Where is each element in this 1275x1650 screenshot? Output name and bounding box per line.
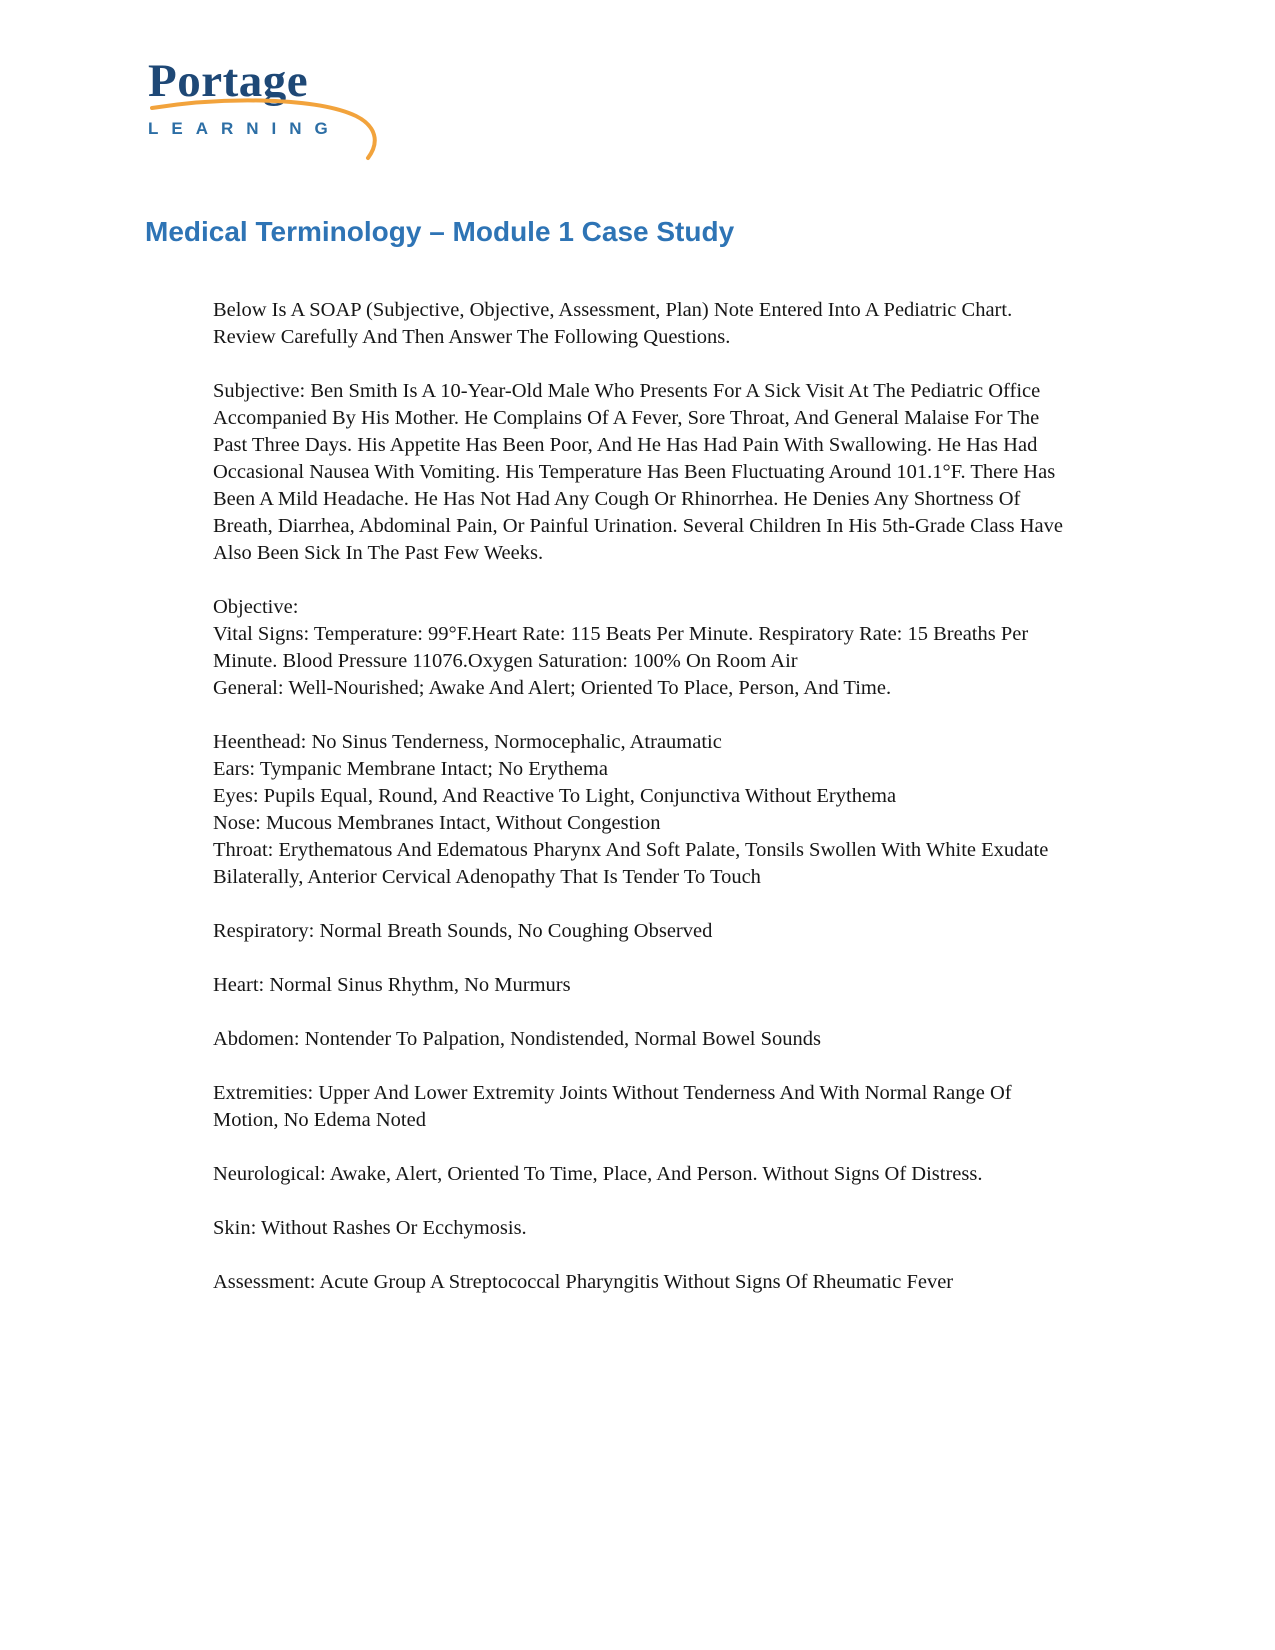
text-line: Abdomen: Nontender To Palpation, Nondistended, Normal Bowel Sounds xyxy=(213,1028,821,1050)
extremities-paragraph xyxy=(213,1080,1073,1134)
text-line: Nose: Mucous Membranes Intact, Without Congestion xyxy=(213,812,661,834)
text-line: Throat: Erythematous And Edematous Pharynx And Soft Palate, Tonsils Swollen With White Exudate Bilaterally, Anterior Cervical Adenopathy That Is Tender To Touch xyxy=(213,839,1049,888)
text-line: Vital Signs: Temperature: 99°F.Heart Rate: 115 Beats Per Minute. Respiratory Rate: 15 Breaths Per Minute. Blood Pressure 11076.Oxygen Saturation: 100% On Room Air xyxy=(213,623,1029,672)
portage-learning-logo xyxy=(148,55,408,163)
text-line: Extremities: Upper And Lower Extremity Joints Without Tenderness And With Normal Range Of Motion, No Edema Noted xyxy=(213,1082,1012,1131)
text-line: Objective: xyxy=(213,596,299,618)
text-line: Neurological: Awake, Alert, Oriented To Time, Place, And Person. Without Signs Of Distress. xyxy=(213,1163,983,1185)
text-line: Heenthead: No Sinus Tenderness, Normocephalic, Atraumatic xyxy=(213,731,722,753)
heart-paragraph xyxy=(213,972,1073,999)
text-line: Below Is A SOAP (Subjective, Objective, Assessment, Plan) Note Entered Into A Pediatric Chart. Review Carefully And Then Answer The Following Questions. xyxy=(213,299,1013,348)
text-line: Subjective: Ben Smith Is A 10-Year-Old Male Who Presents For A Sick Visit At The Pediatric Office Accompanied By His Mother. He Complains Of A Fever, Sore Throat, And General Malaise For The Past Three Days. His Appetite Has Been Poor, And He Has Had Pain With Swallowing. He Has Had Occasional Nausea With Vomiting. His Temperature Has Been Fluctuating Around 101.1°F. There Has Been A Mild Headache. He Has Not Had Any Cough Or Rhinorrhea. He Denies Any Shortness Of Breath, Diarrhea, Abdominal Pain, Or Painful Urination. Several Children In His 5th-Grade Class Have Also Been Sick In The Past Few Weeks. xyxy=(213,380,1063,564)
assessment-paragraph xyxy=(213,1269,1073,1296)
heent-paragraph xyxy=(213,729,1073,891)
logo-subtext: LEARNING xyxy=(148,119,341,138)
objective-paragraph xyxy=(213,594,1073,702)
text-line: Assessment: Acute Group A Streptococcal Pharyngitis Without Signs Of Rheumatic Fever xyxy=(213,1271,954,1293)
intro-paragraph xyxy=(213,297,1073,351)
neurological-paragraph xyxy=(213,1161,1073,1188)
text-line: General: Well-Nourished; Awake And Alert; Oriented To Place, Person, And Time. xyxy=(213,677,892,699)
text-line: Heart: Normal Sinus Rhythm, No Murmurs xyxy=(213,974,571,996)
abdomen-paragraph xyxy=(213,1026,1073,1053)
text-line: Skin: Without Rashes Or Ecchymosis. xyxy=(213,1217,527,1239)
text-line: Respiratory: Normal Breath Sounds, No Coughing Observed xyxy=(213,920,713,942)
logo-wordmark: Portage xyxy=(148,55,309,107)
document-title: Medical Terminology – Module 1 Case Study xyxy=(145,216,735,247)
text-line: Ears: Tympanic Membrane Intact; No Erythema xyxy=(213,758,608,780)
skin-paragraph xyxy=(213,1215,1073,1242)
text-line: Eyes: Pupils Equal, Round, And Reactive To Light, Conjunctiva Without Erythema xyxy=(213,785,897,807)
subjective-paragraph xyxy=(213,378,1073,567)
document-body xyxy=(213,297,1073,1296)
respiratory-paragraph xyxy=(213,918,1073,945)
